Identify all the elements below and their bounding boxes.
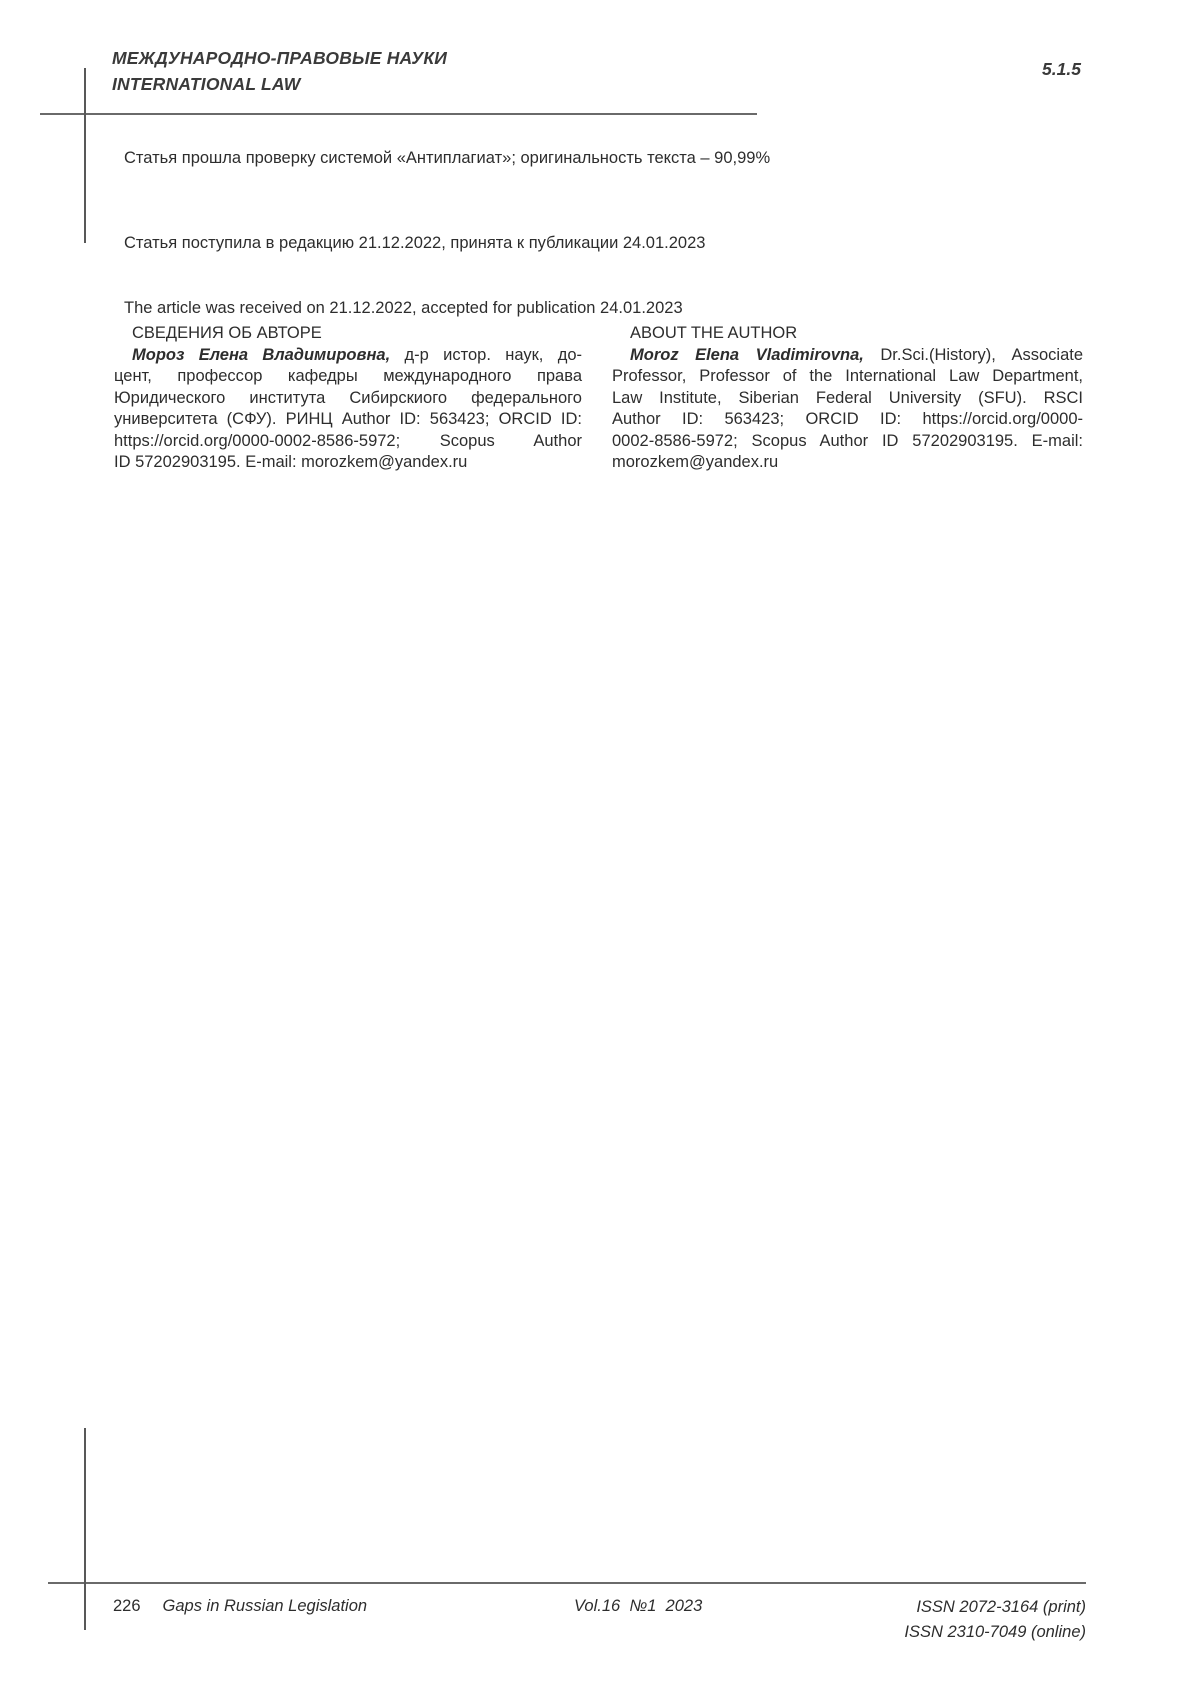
author-en-line3: Law Institute, Siberian Federal University (SFU). RSCI <box>612 388 1083 407</box>
about-author-ru <box>114 323 582 474</box>
page-number: 226 <box>113 1597 141 1615</box>
journal-title: Gaps in Russian Legislation <box>162 1597 368 1615</box>
author-en-line1 <box>612 345 1083 367</box>
section-title-ru: МЕЖДУНАРОДНО-ПРАВОВЫЕ НАУКИ <box>112 48 448 68</box>
header-rule <box>40 113 757 115</box>
author-name-ru: Мороз Елена Владимировна, <box>132 345 391 364</box>
author-en-line2: Professor, Professor of the International Law Department, <box>612 367 1083 385</box>
specialty-code: 5.1.5 <box>1042 59 1081 79</box>
about-author-ru-heading: СВЕДЕНИЯ ОБ АВТОРЕ <box>132 324 322 342</box>
left-margin-line-bottom <box>84 1428 86 1630</box>
author-en-line5: 0002-8586-5972; Scopus Author ID 57202903195. E-mail: <box>612 431 1083 450</box>
about-author-en <box>612 323 1083 474</box>
author-ru-line5: https://orcid.org/0000-0002-8586-5972; Scopus Author <box>114 431 582 450</box>
page-header <box>112 46 447 97</box>
author-en-line1-rest: Dr.Sci.(History), Associate <box>863 345 1084 364</box>
author-ru-line2: цент, профессор кафедры международного права <box>114 367 582 385</box>
footer-rule <box>48 1582 1086 1584</box>
about-author-en-heading: ABOUT THE AUTHOR <box>630 324 798 342</box>
footer-volume-issue: Vol.16 №1 2023 <box>574 1597 703 1615</box>
dates-notice <box>124 190 705 341</box>
received-date-ru: Статья поступила в редакцию 21.12.2022, принята к публикации 24.01.2023 <box>124 234 706 252</box>
author-en-line6: morozkem@yandex.ru <box>612 453 779 471</box>
issn-print: ISSN 2072-3164 (print) <box>916 1598 1086 1616</box>
footer-left <box>113 1597 367 1616</box>
author-ru-line1 <box>114 345 582 367</box>
author-ru-line3: Юридического института Сибирскиого федерального <box>114 388 582 407</box>
antiplagiat-notice: Статья прошла проверку системой «Антиплагиат»; оригинальность текста – 90,99% <box>124 149 771 167</box>
author-ru-line1-rest: д-р истор. наук, до- <box>390 345 582 364</box>
left-margin-line-top <box>84 68 86 243</box>
footer-issn <box>904 1595 1086 1645</box>
author-ru-line6: ID 57202903195. E-mail: morozkem@yandex.ru <box>114 453 468 471</box>
author-name-en: Moroz Elena Vladimirovna, <box>630 345 864 364</box>
section-title-en: INTERNATIONAL LAW <box>112 73 301 94</box>
received-date-en: The article was received on 21.12.2022, accepted for publication 24.01.2023 <box>124 298 683 317</box>
issn-online: ISSN 2310-7049 (online) <box>904 1623 1086 1641</box>
author-ru-line4: университета (СФУ). РИНЦ Author ID: 563423; ORCID ID: <box>114 410 582 428</box>
author-en-line4: Author ID: 563423; ORCID ID: https://orcid.org/0000- <box>612 410 1083 428</box>
